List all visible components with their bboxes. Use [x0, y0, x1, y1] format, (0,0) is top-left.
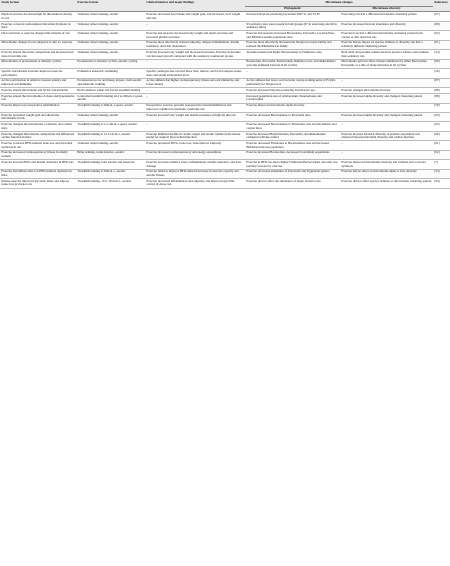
cell-microbiome-diversity: Exercise increased alpha diversity and changed clustering pattern [340, 112, 433, 121]
table-body [0, 12, 450, 188]
cell-exercise-format: Volunteer wheel running, aerobic [76, 12, 145, 21]
cell-microbiome-diversity: Exercised rats had a different microbiome clustering pattern from control or diet restricted rats [340, 31, 433, 40]
cell-study-format: Exercise altered microbial composition and increased lean mass in juvenile rats [0, 50, 76, 59]
cell-exercise-format: Exhaustive anaerobic swimming [76, 69, 145, 78]
table-row [0, 122, 450, 131]
cell-study-format: Microbiome changes in rats subjected to diet vs. exercise [0, 40, 76, 49]
table-row [0, 69, 450, 78]
cell-reference: [59] [433, 103, 450, 112]
cell-reference: [92] [433, 150, 450, 159]
table-row [0, 179, 450, 188]
cell-study-format: Microbiomes of professional or amateur cyclists [0, 59, 76, 68]
table-row [0, 160, 450, 169]
cell-microbiome-diversity: Exercise had no effect on microbiome alpha or beta diversity [340, 169, 433, 178]
cell-exercise-format: Volunteer wheel running, aerobic [76, 40, 145, 49]
cell-clinical-findings: Active athletes had higher cardiorespiratory fitness and oral immunity, and lower anxiety [145, 78, 245, 87]
cell-study-format: Exercise prevented weight gain and altered the microbiome in rats [0, 112, 76, 121]
cell-clinical-findings: Exercise prevented BWG, bone loss, bone marrow adiposity [145, 141, 245, 150]
table-row [0, 169, 450, 178]
cell-microbiome-diversity: Exercise did not affect species richness or microbiome clustering pattern [340, 179, 433, 188]
cell-clinical-findings: Exercise decreased inflammation and adiposity and improved glycemic control in obese rats [145, 179, 245, 188]
cell-reference: [87] [433, 78, 450, 87]
cell-reference: [89] [433, 94, 450, 103]
cell-study-format: Exercise altered the microbiome of obese and hypertensive rats [1, 93, 75, 102]
cell-exercise-format: Treadmill running, 10 to 18 m.m-1, aerobic [76, 179, 145, 188]
table-row [0, 50, 450, 59]
table-row [0, 141, 450, 150]
cell-clinical-findings: Exercise more effectively reduced adiposity, adipose inflammation, insulin resistance, and LDL cholesterol [145, 40, 245, 49]
cell-reference: [53] [433, 169, 450, 178]
header-clinical-findings: Clinical features and major findings [145, 0, 245, 12]
cell-phylogenetic: Exercise decreased Firmicutes to Bacteroidetes ratio and increased Bifidobacteriaceae population [245, 141, 340, 150]
cell-microbiome-diversity: – [340, 122, 433, 131]
cell-study-format: Exercise corrected HFD-induced bone loss and microbial dysbiosis in rats [0, 141, 76, 150]
cell-microbiome-diversity: – [340, 78, 433, 87]
cell-reference: [88] [433, 88, 450, 94]
table-row [0, 150, 450, 159]
cell-reference: [65] [433, 122, 450, 131]
cell-microbiome-diversity: Exercising rats had a different microbiome clustering pattern [340, 12, 433, 21]
cell-clinical-findings: Specific pathogen-free rats had more liver, muscle, and brown adipose tissue mass and serum antioxidants level [145, 69, 245, 78]
cell-exercise-format: Professional soccer and hokey players, both aerobic and anaerobic training [76, 78, 145, 87]
cell-microbiome-diversity: – [340, 150, 433, 159]
cell-microbiome-diversity: Exercise increase bacterial diversity. A positive association was observed between microbial diversity and cardiac function [340, 131, 433, 140]
cell-phylogenetic: Bacteroides, Prevotella, Eubacterium, Ruminococcus, and Akkermansia were the dominant bacteria in all cyclists [245, 59, 340, 68]
cell-reference: [68] [433, 21, 450, 30]
cell-exercise-format: Both volunteer wheel and forced treadmill running [76, 88, 145, 94]
table-row [0, 31, 450, 40]
cell-reference: [56] [433, 69, 450, 78]
header-study-format: Study format [0, 0, 76, 12]
cell-clinical-findings: – [145, 88, 245, 94]
cell-study-format: Specific microbiome structure improved exercise performance [0, 69, 76, 78]
cell-reference: [94] [433, 179, 450, 188]
cell-phylogenetic: Exercise decreased Bacteroidetes to Prevotella ratio [245, 112, 340, 121]
cell-exercise-format: Treadmill running, both aerobic and anaerobic [76, 160, 145, 169]
cell-exercise-format: Volunteer wheel running, aerobic [76, 141, 145, 150]
cell-study-format: Exercise corrected toxin-induced microbial dysbiosis in mice [0, 21, 76, 30]
cell-study-format: Physical exercise decreased high fat diet-induced obesity in rats [0, 12, 76, 21]
cell-clinical-findings: – [145, 59, 245, 68]
cell-phylogenetic: Exercise did not affect the abundance of major bacteria taxa [245, 179, 340, 188]
cell-microbiome-diversity: – [340, 69, 433, 78]
header-microbiome-diversity: Microbiome diversity [340, 6, 433, 12]
cell-phylogenetic: Increased butyrate-producing bacterium SM7/11 and T2-87 [245, 12, 340, 21]
cell-reference: [60] [433, 59, 450, 68]
cell-phylogenetic: Exercise increased Butyricimonas, Prevotella, and Akkermansia compared with the control [245, 131, 340, 140]
cell-clinical-findings: – [145, 21, 245, 30]
cell-clinical-findings: Exercise lowered body weight and increased lean mass. Exercise in juvenile rats increased growth compared with the sedentary counterpart groups [145, 50, 245, 59]
cell-clinical-findings: Exercise lowered oxidative stress, inflammation, insulin resistance, and liver damage [145, 160, 245, 169]
header-exercise-format: Exercise format [76, 0, 145, 12]
cell-study-format: Exercise changed the microbiome of diabetic and control mice [0, 122, 76, 131]
cell-reference: [62] [433, 31, 450, 40]
cell-clinical-findings: Exercise increased cardiorespiratory and energy expenditure [145, 150, 245, 159]
table-row [0, 112, 450, 121]
cell-exercise-format: Brisk walking, trunk muscles, aerobic [76, 150, 145, 159]
cell-exercise-format: Treadmill running at 12-15 m.m-1, aerobic [76, 131, 145, 140]
cell-study-format: Exercise lowered BWG and insulin resistance in HFD rats [0, 160, 76, 169]
cell-exercise-format: Volunteer wheel running, aerobic [76, 21, 145, 30]
cell-phylogenetic: Increased population size of Allobaculum, Pseudomonas and Lactobacillus [245, 94, 340, 103]
cell-study-format: Active participation in athletics lowered anxiety and improved oral immunity [0, 78, 76, 87]
cell-clinical-findings: Exercise lowered body weight and insulin resistance in high-fat diet rats [145, 112, 245, 121]
cell-phylogenetic: Active athletes had lower oral bacterial colony-forming units (CFU)/ml, particularly for Streptococci [245, 78, 340, 87]
cell-study-format: Intense exercise improved glycemic index and adipose tissue loss in Zucker rats [0, 179, 76, 188]
cell-microbiome-diversity: Exercise had no impact on species richness or diversity, but had a relatively different clustering pattern [340, 40, 433, 49]
cell-exercise-format: Treadmill training at 20m.m-1 speed, aerobic [76, 103, 145, 112]
cell-study-format: Exercise altered microbiome and SCFA concentration [0, 88, 76, 94]
cell-clinical-findings: Preoperative exercise prevents postoperative neuroinflammation and improves cognition in metabolic syndrome rats [145, 103, 245, 112]
cell-study-format: Exercise changed microbiome composition and influenced cardiac function in mice [0, 131, 76, 140]
cell-microbiome-diversity: – [340, 141, 433, 150]
cell-study-format: Exercise increased cardiorespiratory fitness in elderly women [0, 150, 76, 159]
cell-clinical-findings: – [145, 122, 245, 131]
table-header [0, 0, 450, 12]
cell-microbiome-diversity: Exercise changed microbiome diversity [340, 88, 433, 94]
cell-clinical-findings: Exercise and anorexia decreased body weight and leptin secretion and increased ghrelin secretion [145, 31, 245, 40]
table-row [0, 59, 450, 68]
cell-phylogenetic: – [245, 69, 340, 78]
cell-phylogenetic: Exercise decreased abundance of Prevotella and Tiggeredae genera [245, 169, 340, 178]
cell-phylogenetic: Exercise increased Bacteroides, decreased Clostridium populations [245, 150, 340, 159]
table-row [0, 94, 450, 103]
cell-phylogenetic: Exercise increased butyrate-producing Turicibacter spp. [245, 88, 340, 94]
cell-exercise-format: Controlled treadmill running at12 to 20m.m-1 speed, aerobic [76, 94, 145, 103]
cell-reference: [67] [433, 12, 450, 21]
cell-microbiome-diversity: Microbiome split into three clusters dominated by either Bacteroides, Prevotella, or a mix of many microbes in all cyclists [340, 59, 433, 68]
cell-clinical-findings: Exercise decreased food intake and weight gain, and increased cecal weight and size [145, 12, 245, 21]
header-reference: Reference [433, 0, 450, 12]
cell-exercise-format: Volunteer wheel running, aerobic [76, 112, 145, 121]
cell-phylogenetic: Juvenile runners had higher Bacteroidetes to Firmicutes ratio [245, 50, 340, 59]
cell-clinical-findings: – [145, 94, 245, 103]
cell-reference: [54] [433, 50, 450, 59]
cell-phylogenetic: Exercise improved microbiome alpha diversity [245, 103, 340, 112]
cell-study-format: Diet restriction or exercise changed microbiome of rats [0, 31, 76, 40]
cell-exercise-format: Treadmill running at 2 to 4m.m-1 speed, aerobic [76, 122, 145, 131]
table-row [0, 78, 450, 87]
header-phylogenetic: Phylogenetic [245, 6, 340, 12]
cell-phylogenetic: Exercise in HFD rats had a higher Firmicutes/Bacteroidetes ratio that was partially reverted by exercise [245, 160, 340, 169]
cell-exercise-format: Volunteer wheel running, aerobic [76, 50, 145, 59]
cell-reference: [7] [433, 160, 450, 169]
cell-phylogenetic: Exercise and anorexia increased Bacteroides, Prevotella, Lactobacillus, and Bifidobacterium population sizes [245, 31, 340, 40]
cell-exercise-format: Treadmill running at 20m.m-1, aerobic [76, 169, 145, 178]
header-microbiome-changes: Microbiome changes [245, 0, 433, 6]
table-row [0, 103, 450, 112]
cell-phylogenetic: Exercise more effectively increased the Streptococcaceae family and reduced the Rikenellaceae family [245, 40, 340, 49]
cell-microbiome-diversity: Exercise improved microbiome diversity and richness and corrected dysbiosis [340, 160, 433, 169]
microbiome-exercise-table [0, 0, 450, 189]
cell-exercise-format: Volunteer wheel running, aerobic [76, 31, 145, 40]
table-row [0, 12, 450, 21]
cell-microbiome-diversity [340, 103, 433, 112]
cell-microbiome-diversity: Both adult and juvenile runners had less species richness and evenness than sedentary rats [340, 50, 433, 59]
table-row [0, 21, 450, 30]
cell-microbiome-diversity: Exercise increased alpha diversity and changed clustering pattern [340, 94, 433, 103]
cell-clinical-findings: Exercise failed to improve HFD-induced decrease in exercise capacity and aerobic fitness [145, 169, 245, 178]
table-row [0, 40, 450, 49]
cell-reference: [61] [433, 40, 450, 49]
cell-exercise-format: Professional or amateur cyclists, aerobic cycling [76, 59, 145, 68]
cell-study-format: Exercise improved postoperative rehabilitation [0, 103, 76, 112]
cell-reference: [90] [433, 131, 450, 140]
cell-phylogenetic: Exercise decreased Bacteroidetes to Firmicutes ratio in both diabetic and control mice [245, 122, 340, 131]
cell-reference: [91] [433, 141, 450, 150]
cell-clinical-findings: Exercise inhibited decline in cardiac output and stroke volume in the mouse model for surgical myocardial infarction [145, 131, 245, 140]
cell-study-format: Exercise had limited effect on HFD-induced dysbiosis in mice [0, 169, 76, 178]
cell-phylogenetic: 93 exclusive taxa were present in both groups (67 in exercising and 26 in sedentary mice) [245, 21, 340, 30]
cell-reference: [63] [433, 112, 450, 121]
cell-microbiome-diversity: Exercise increased bacteria abundance and diversity [340, 21, 433, 30]
table-row [0, 131, 450, 140]
